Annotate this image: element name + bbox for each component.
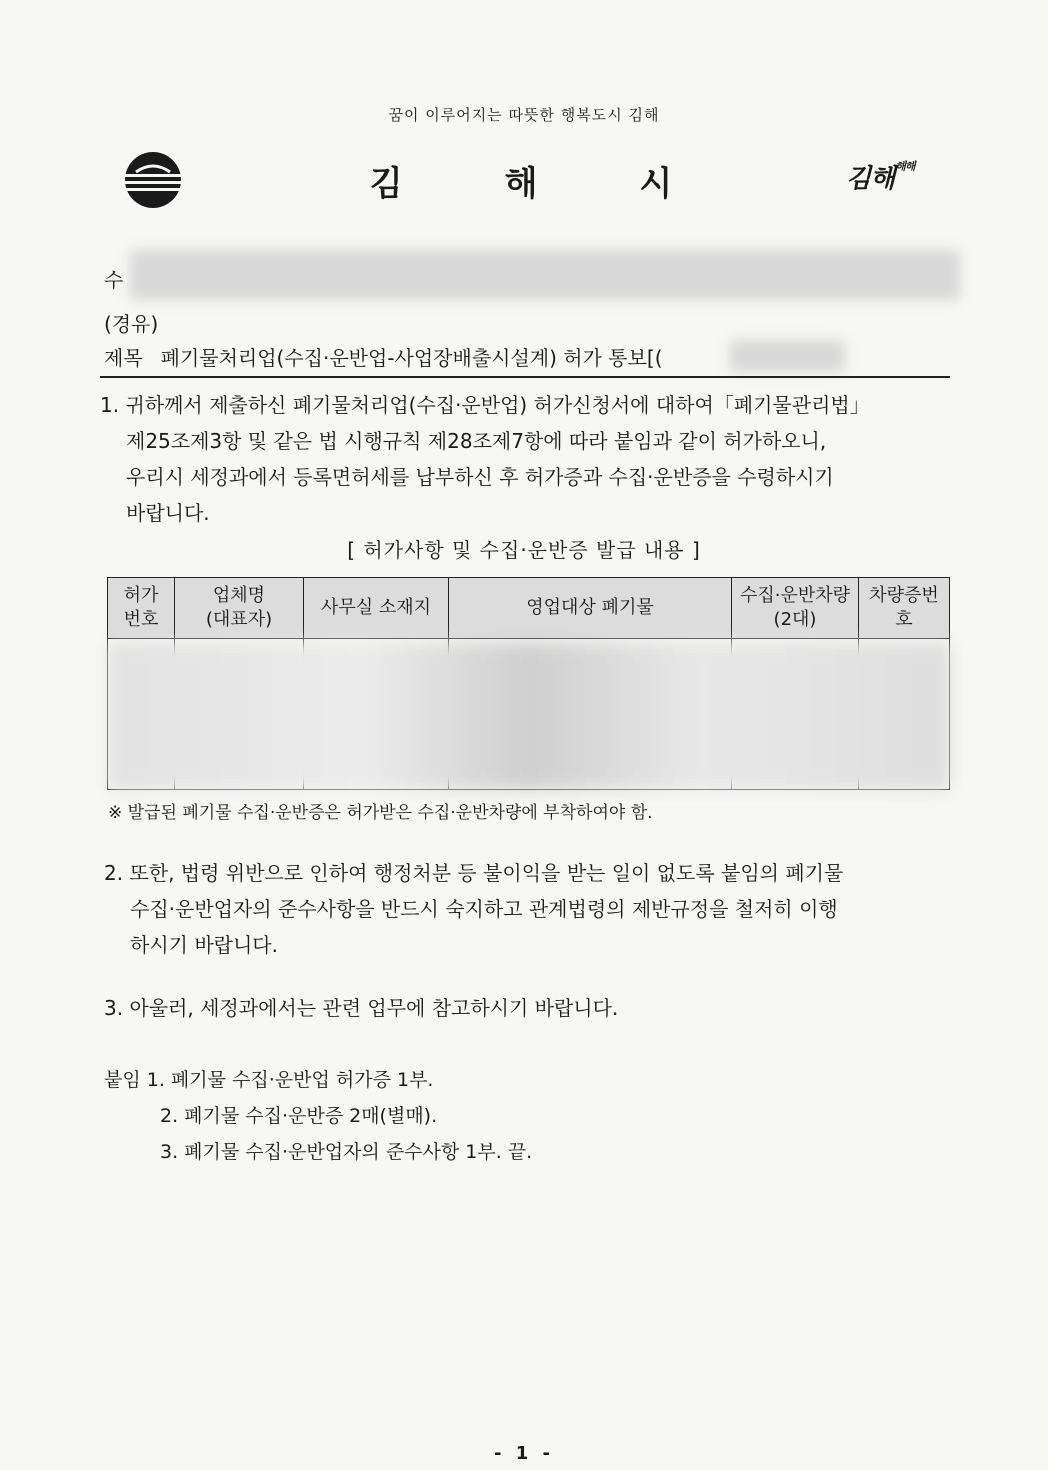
col-header-company: 업체명 (대표자) bbox=[175, 578, 304, 639]
paragraph-line: 우리시 세정과에서 등록면허세를 납부하신 후 허가증과 수집·운반증을 수령하시기 bbox=[126, 465, 834, 489]
col-header-permit-no: 허가 번호 bbox=[108, 578, 175, 639]
recipient-label: 수 bbox=[104, 268, 124, 292]
brand-mark: 김해 bbox=[846, 164, 895, 194]
brand-logo bbox=[846, 158, 915, 195]
city-slogan: 꿈이 이루어지는 따뜻한 행복도시 김해 bbox=[388, 106, 660, 124]
title-char: 해 bbox=[504, 164, 544, 204]
title-char: 시 bbox=[639, 164, 679, 204]
attachment-item: 3. 폐기물 수집·운반업자의 준수사항 1부. 끝. bbox=[160, 1141, 533, 1163]
paragraph-line: 2. 또한, 법령 위반으로 인하여 행정처분 등 불이익을 받는 일이 없도록 붙임의 폐기물 bbox=[104, 861, 844, 885]
page-number: - 1 - bbox=[494, 1443, 554, 1464]
via-label: (경유) bbox=[104, 312, 159, 336]
paragraph-line: 제25조제3항 및 같은 법 시행규칙 제28조제7항에 따라 붙임과 같이 허가하오니, bbox=[126, 429, 827, 453]
col-header-office-address: 사무실 소재지 bbox=[304, 578, 449, 639]
redacted-subject bbox=[730, 340, 845, 372]
paragraph-line: 하시기 바랍니다. bbox=[130, 933, 278, 957]
subject-label: 제목 bbox=[104, 346, 143, 370]
table-title: [ 허가사항 및 수집·운반증 발급 내용 ] bbox=[347, 538, 701, 562]
col-header-target-waste: 영업대상 폐기물 bbox=[449, 578, 732, 639]
col-header-vehicles: 수집·운반차량 (2대) bbox=[732, 578, 859, 639]
redacted-recipient bbox=[130, 250, 960, 300]
recipient-line bbox=[104, 262, 123, 298]
paragraph-line: 바랍니다. bbox=[126, 501, 210, 525]
paragraph-3: 3. 아울러, 세정과에서는 관련 업무에 참고하시기 바랍니다. bbox=[104, 996, 619, 1020]
brand-tag: 해해 bbox=[895, 160, 915, 173]
attachment-item: 2. 폐기물 수집·운반증 2매(별매). bbox=[160, 1105, 438, 1127]
col-header-vehicle-cert-no: 차량증번호 bbox=[859, 578, 950, 639]
attachments bbox=[104, 1062, 532, 1170]
attachment-item: 붙임 1. 폐기물 수집·운반업 허가증 1부. bbox=[104, 1069, 434, 1091]
table-note: ※ 발급된 폐기물 수집·운반증은 허가받은 수집·운반차량에 부착하여야 함. bbox=[108, 803, 653, 823]
header-divider bbox=[100, 376, 950, 378]
paragraph-1 bbox=[100, 387, 950, 531]
paragraph-line: 1. 귀하께서 제출하신 폐기물처리업(수집·운반업) 허가신청서에 대하여「폐기물관리법」 bbox=[100, 393, 870, 417]
paragraph-2 bbox=[104, 855, 950, 963]
title-char: 김 bbox=[369, 164, 409, 204]
subject-line bbox=[104, 340, 663, 376]
redacted-table-body bbox=[108, 642, 950, 790]
paragraph-line: 수집·운반업자의 준수사항을 반드시 숙지하고 관계법령의 제반규정을 철저히 이행 bbox=[130, 897, 838, 921]
subject-text: 폐기물처리업(수집·운반업-사업장배출시설계) 허가 통보[( bbox=[160, 346, 663, 370]
attachment-label: 붙임 bbox=[104, 1069, 141, 1091]
